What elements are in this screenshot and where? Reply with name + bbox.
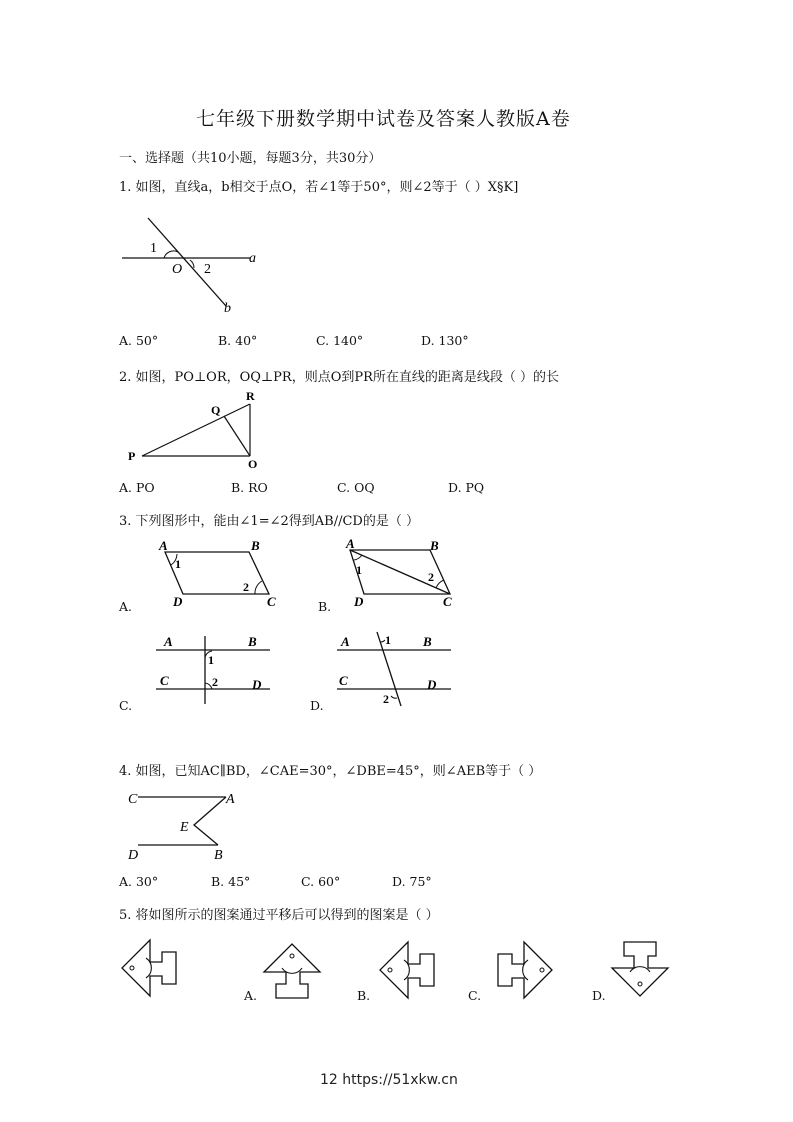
q4-option-d[interactable]: D. 75° (392, 874, 432, 889)
fig-label: 2 (428, 570, 434, 584)
fig-label: D (128, 848, 139, 863)
section-heading: 一、选择题（共10小题，每题3分，共30分） (119, 151, 382, 166)
fig-label: 1 (385, 633, 391, 647)
q2-option-c[interactable]: C. OQ (337, 480, 375, 495)
q1-option-d[interactable]: D. 130° (421, 333, 469, 348)
question-2-figure (126, 388, 266, 470)
fig-label: 1 (150, 241, 157, 256)
fig-label: O (248, 457, 258, 471)
fig-label: D (354, 594, 364, 609)
fig-label: D (252, 677, 262, 692)
question-2-stem: 2. 如图，PO⊥OR，OQ⊥PR，则点O到PR所在直线的距离是线段（ ）的长 (119, 370, 560, 385)
q1-option-b[interactable]: B. 40° (218, 333, 258, 348)
fig-label: C (339, 673, 348, 688)
fig-label: B (248, 634, 257, 649)
fig-label: 2 (212, 675, 218, 689)
question-4-figure (124, 787, 250, 863)
q1-option-c[interactable]: C. 140° (316, 333, 364, 348)
q3-figure-b (340, 536, 470, 610)
question-5-stem: 5. 将如图所示的图案通过平移后可以得到的图案是（ ） (119, 908, 439, 923)
q3-figure-c (152, 628, 276, 708)
fig-label: C (443, 594, 452, 609)
fig-label: C (267, 594, 276, 609)
fig-label: 1 (175, 557, 181, 571)
q4-option-c[interactable]: C. 60° (301, 874, 341, 889)
fig-label: B (430, 538, 439, 553)
q5-pattern-a (262, 940, 326, 1002)
q3-option-c[interactable]: C. (119, 698, 133, 713)
q2-option-b[interactable]: B. RO (231, 480, 268, 495)
fig-label: P (128, 449, 136, 463)
q1-option-a[interactable]: A. 50° (119, 333, 159, 348)
fig-label: Q (211, 403, 221, 417)
q3-option-a[interactable]: A. (119, 599, 133, 614)
fig-label: b (224, 301, 231, 316)
q5-option-d[interactable]: D. (592, 988, 606, 1003)
q2-option-a[interactable]: A. PO (119, 480, 155, 495)
question-3-stem: 3. 下列图形中，能由∠1=∠2得到AB//CD的是（ ） (119, 514, 419, 529)
fig-label: 1 (356, 563, 362, 577)
fig-label: D (173, 594, 183, 609)
fig-label: O (172, 262, 183, 277)
fig-label: A (341, 634, 350, 649)
fig-label: D (427, 677, 437, 692)
fig-label: A (226, 792, 235, 807)
q5-pattern-b (376, 940, 440, 1002)
fig-label: B (423, 634, 432, 649)
question-1-figure (118, 210, 268, 320)
fig-label: A (346, 536, 355, 551)
fig-label: A (164, 634, 173, 649)
fig-label: C (128, 792, 138, 807)
fig-label: R (246, 389, 255, 403)
page-title: 七年级下册数学期中试卷及答案人教版A卷 (196, 108, 571, 130)
q4-option-a[interactable]: A. 30° (119, 874, 159, 889)
q3-figure-a (155, 538, 285, 610)
q5-option-c[interactable]: C. (468, 988, 482, 1003)
fig-label: E (180, 820, 189, 835)
fig-label: 2 (383, 692, 389, 706)
q5-original-pattern (118, 938, 182, 1000)
fig-label: A (159, 538, 168, 553)
fig-label: B (214, 848, 223, 863)
q5-option-b[interactable]: B. (357, 988, 371, 1003)
fig-label: 2 (204, 262, 211, 277)
q4-option-b[interactable]: B. 45° (211, 874, 251, 889)
question-1-stem: 1. 如图，直线a，b相交于点O，若∠1等于50°，则∠2等于（ ）X§K] (119, 180, 519, 195)
question-4-stem: 4. 如图，已知AC∥BD，∠CAE=30°，∠DBE=45°，则∠AEB等于（ ） (119, 764, 542, 779)
q2-option-d[interactable]: D. PQ (448, 480, 485, 495)
fig-label: C (160, 673, 169, 688)
q3-figure-d (333, 628, 457, 710)
page-footer: 12 https://51xkw.cn (320, 1072, 458, 1088)
fig-label: B (251, 538, 260, 553)
fig-label: a (249, 251, 256, 266)
q5-pattern-c (492, 940, 556, 1002)
q5-pattern-d (610, 938, 674, 1000)
q3-option-d[interactable]: D. (310, 698, 324, 713)
q5-option-a[interactable]: A. (244, 988, 258, 1003)
fig-label: 1 (208, 653, 214, 667)
q3-option-b[interactable]: B. (318, 599, 332, 614)
fig-label: 2 (243, 580, 249, 594)
